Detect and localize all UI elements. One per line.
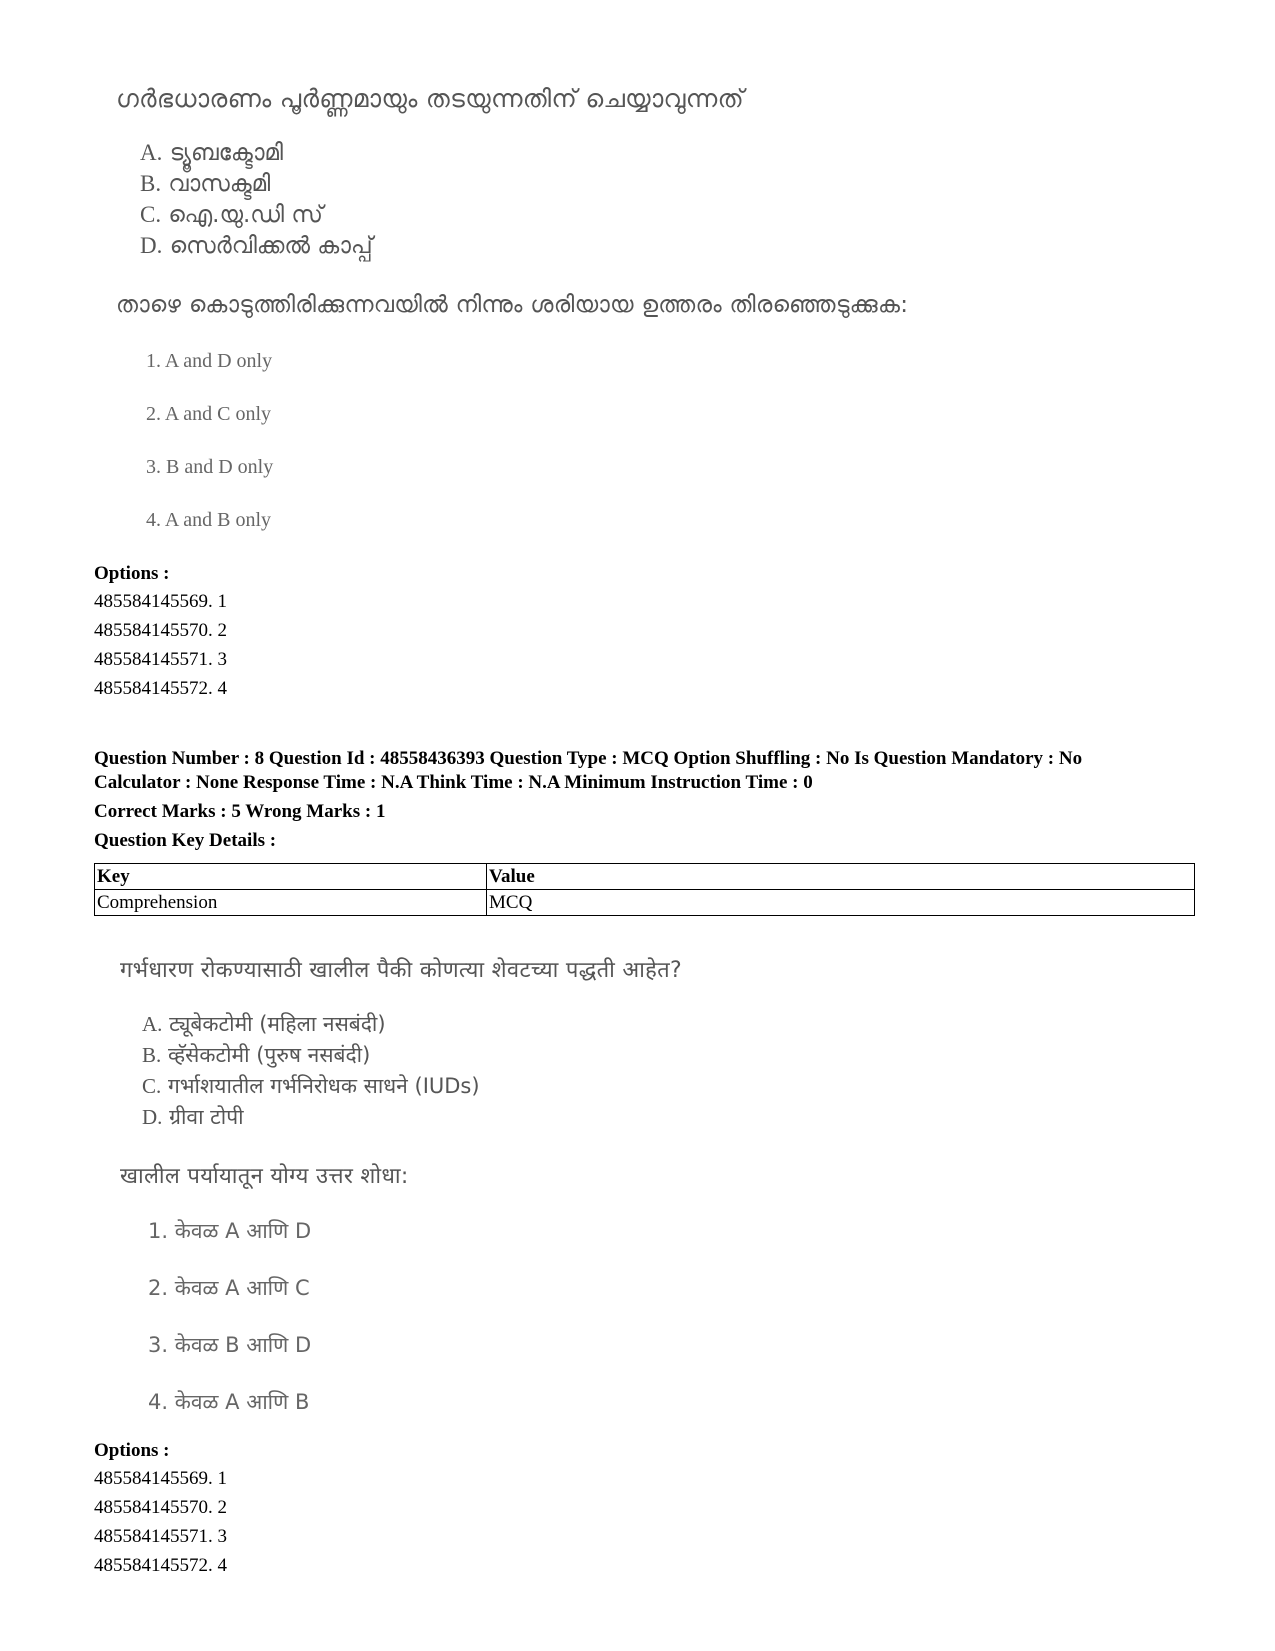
- question-key-details-label: Question Key Details :: [94, 830, 277, 851]
- answer-choice-4: 4. केवळ A आणि B: [148, 1390, 310, 1414]
- option-line: 485584145570. 2: [94, 1497, 227, 1518]
- statement-label: A.: [142, 1012, 163, 1036]
- answer-choice-3: 3. B and D only: [146, 456, 274, 478]
- statement-text: സെർവിക്കൽ കാപ്പ്: [169, 233, 373, 259]
- statement-label: A.: [140, 140, 163, 165]
- statement-label: C.: [140, 202, 162, 227]
- question-key-details-table: [94, 863, 1195, 916]
- statement-a: [140, 140, 283, 166]
- statement-label: D.: [142, 1105, 163, 1129]
- option-line: 485584145572. 4: [94, 1555, 227, 1576]
- table-header-value: Value: [487, 864, 1195, 890]
- answer-choice-2: 2. A and C only: [146, 403, 272, 425]
- statement-c: [142, 1072, 480, 1100]
- statement-d: [142, 1103, 244, 1131]
- question-7-stem: ഗർഭധാരണം പൂർണ്ണമായും തടയുന്നതിന് ചെയ്യാവുന്നത്: [116, 84, 744, 113]
- option-line: 485584145569. 1: [94, 1468, 227, 1489]
- answer-choice-1: 1. केवळ A आणि D: [148, 1219, 312, 1243]
- table-cell: Comprehension: [95, 890, 487, 916]
- statement-b: [140, 171, 270, 197]
- answer-choice-2: 2. केवळ A आणि C: [148, 1276, 310, 1300]
- statement-text: ട്യൂബക്ടോമി: [169, 140, 284, 166]
- option-line: 485584145572. 4: [94, 678, 227, 699]
- options-heading: Options :: [94, 1440, 170, 1461]
- options-heading: Options :: [94, 563, 170, 584]
- option-line: 485584145570. 2: [94, 620, 227, 641]
- answer-choice-3: 3. केवळ B आणि D: [148, 1333, 312, 1357]
- statement-b: [142, 1041, 370, 1069]
- statement-c: [140, 202, 323, 228]
- table-header-key: Key: [95, 864, 487, 890]
- option-line: 485584145571. 3: [94, 1526, 227, 1547]
- statement-text: ट्यूबेकटोमी (महिला नसबंदी): [169, 1012, 386, 1036]
- answer-choice-4: 4. A and B only: [146, 509, 272, 531]
- statement-label: B.: [140, 171, 162, 196]
- statement-label: B.: [142, 1043, 162, 1067]
- statement-text: व्हॅसेकटोमी (पुरुष नसबंदी): [167, 1043, 371, 1067]
- question-8-instruction: खालील पर्यायातून योग्य उत्तर शोधा:: [120, 1164, 409, 1189]
- question-8-meta-line-2: Calculator : None Response Time : N.A Think Time : N.A Minimum Instruction Time : 0: [94, 772, 813, 793]
- table-cell: MCQ: [487, 890, 1195, 916]
- statement-d: [140, 233, 373, 259]
- answer-choice-1: 1. A and D only: [146, 350, 273, 372]
- question-8-meta-line-1: Question Number : 8 Question Id : 48558436393 Question Type : MCQ Option Shuffling : No Is Question Mandatory : No: [94, 748, 1083, 769]
- question-8-marks: Correct Marks : 5 Wrong Marks : 1: [94, 801, 386, 822]
- table-header-row: [95, 864, 1195, 890]
- statement-text: വാസക്ടമി: [168, 171, 271, 197]
- option-line: 485584145571. 3: [94, 649, 227, 670]
- statement-label: C.: [142, 1074, 162, 1098]
- table-row: [95, 890, 1195, 916]
- statement-text: गर्भाशयातील गर्भनिरोधक साधने (IUDs): [167, 1074, 480, 1098]
- statement-text: ഐ.യു.ഡി സ്: [168, 202, 323, 228]
- statement-text: ग्रीवा टोपी: [169, 1105, 244, 1129]
- option-line: 485584145569. 1: [94, 591, 227, 612]
- statement-label: D.: [140, 233, 163, 258]
- question-7-instruction: താഴെ കൊടുത്തിരിക്കുന്നവയിൽ നിന്നും ശരിയായ ഉത്തരം തിരഞ്ഞെടുക്കുക:: [116, 292, 909, 318]
- question-8-stem: गर्भधारण रोकण्यासाठी खालील पैकी कोणत्या शेवटच्या पद्धती आहेत?: [120, 958, 682, 983]
- statement-a: [142, 1010, 386, 1038]
